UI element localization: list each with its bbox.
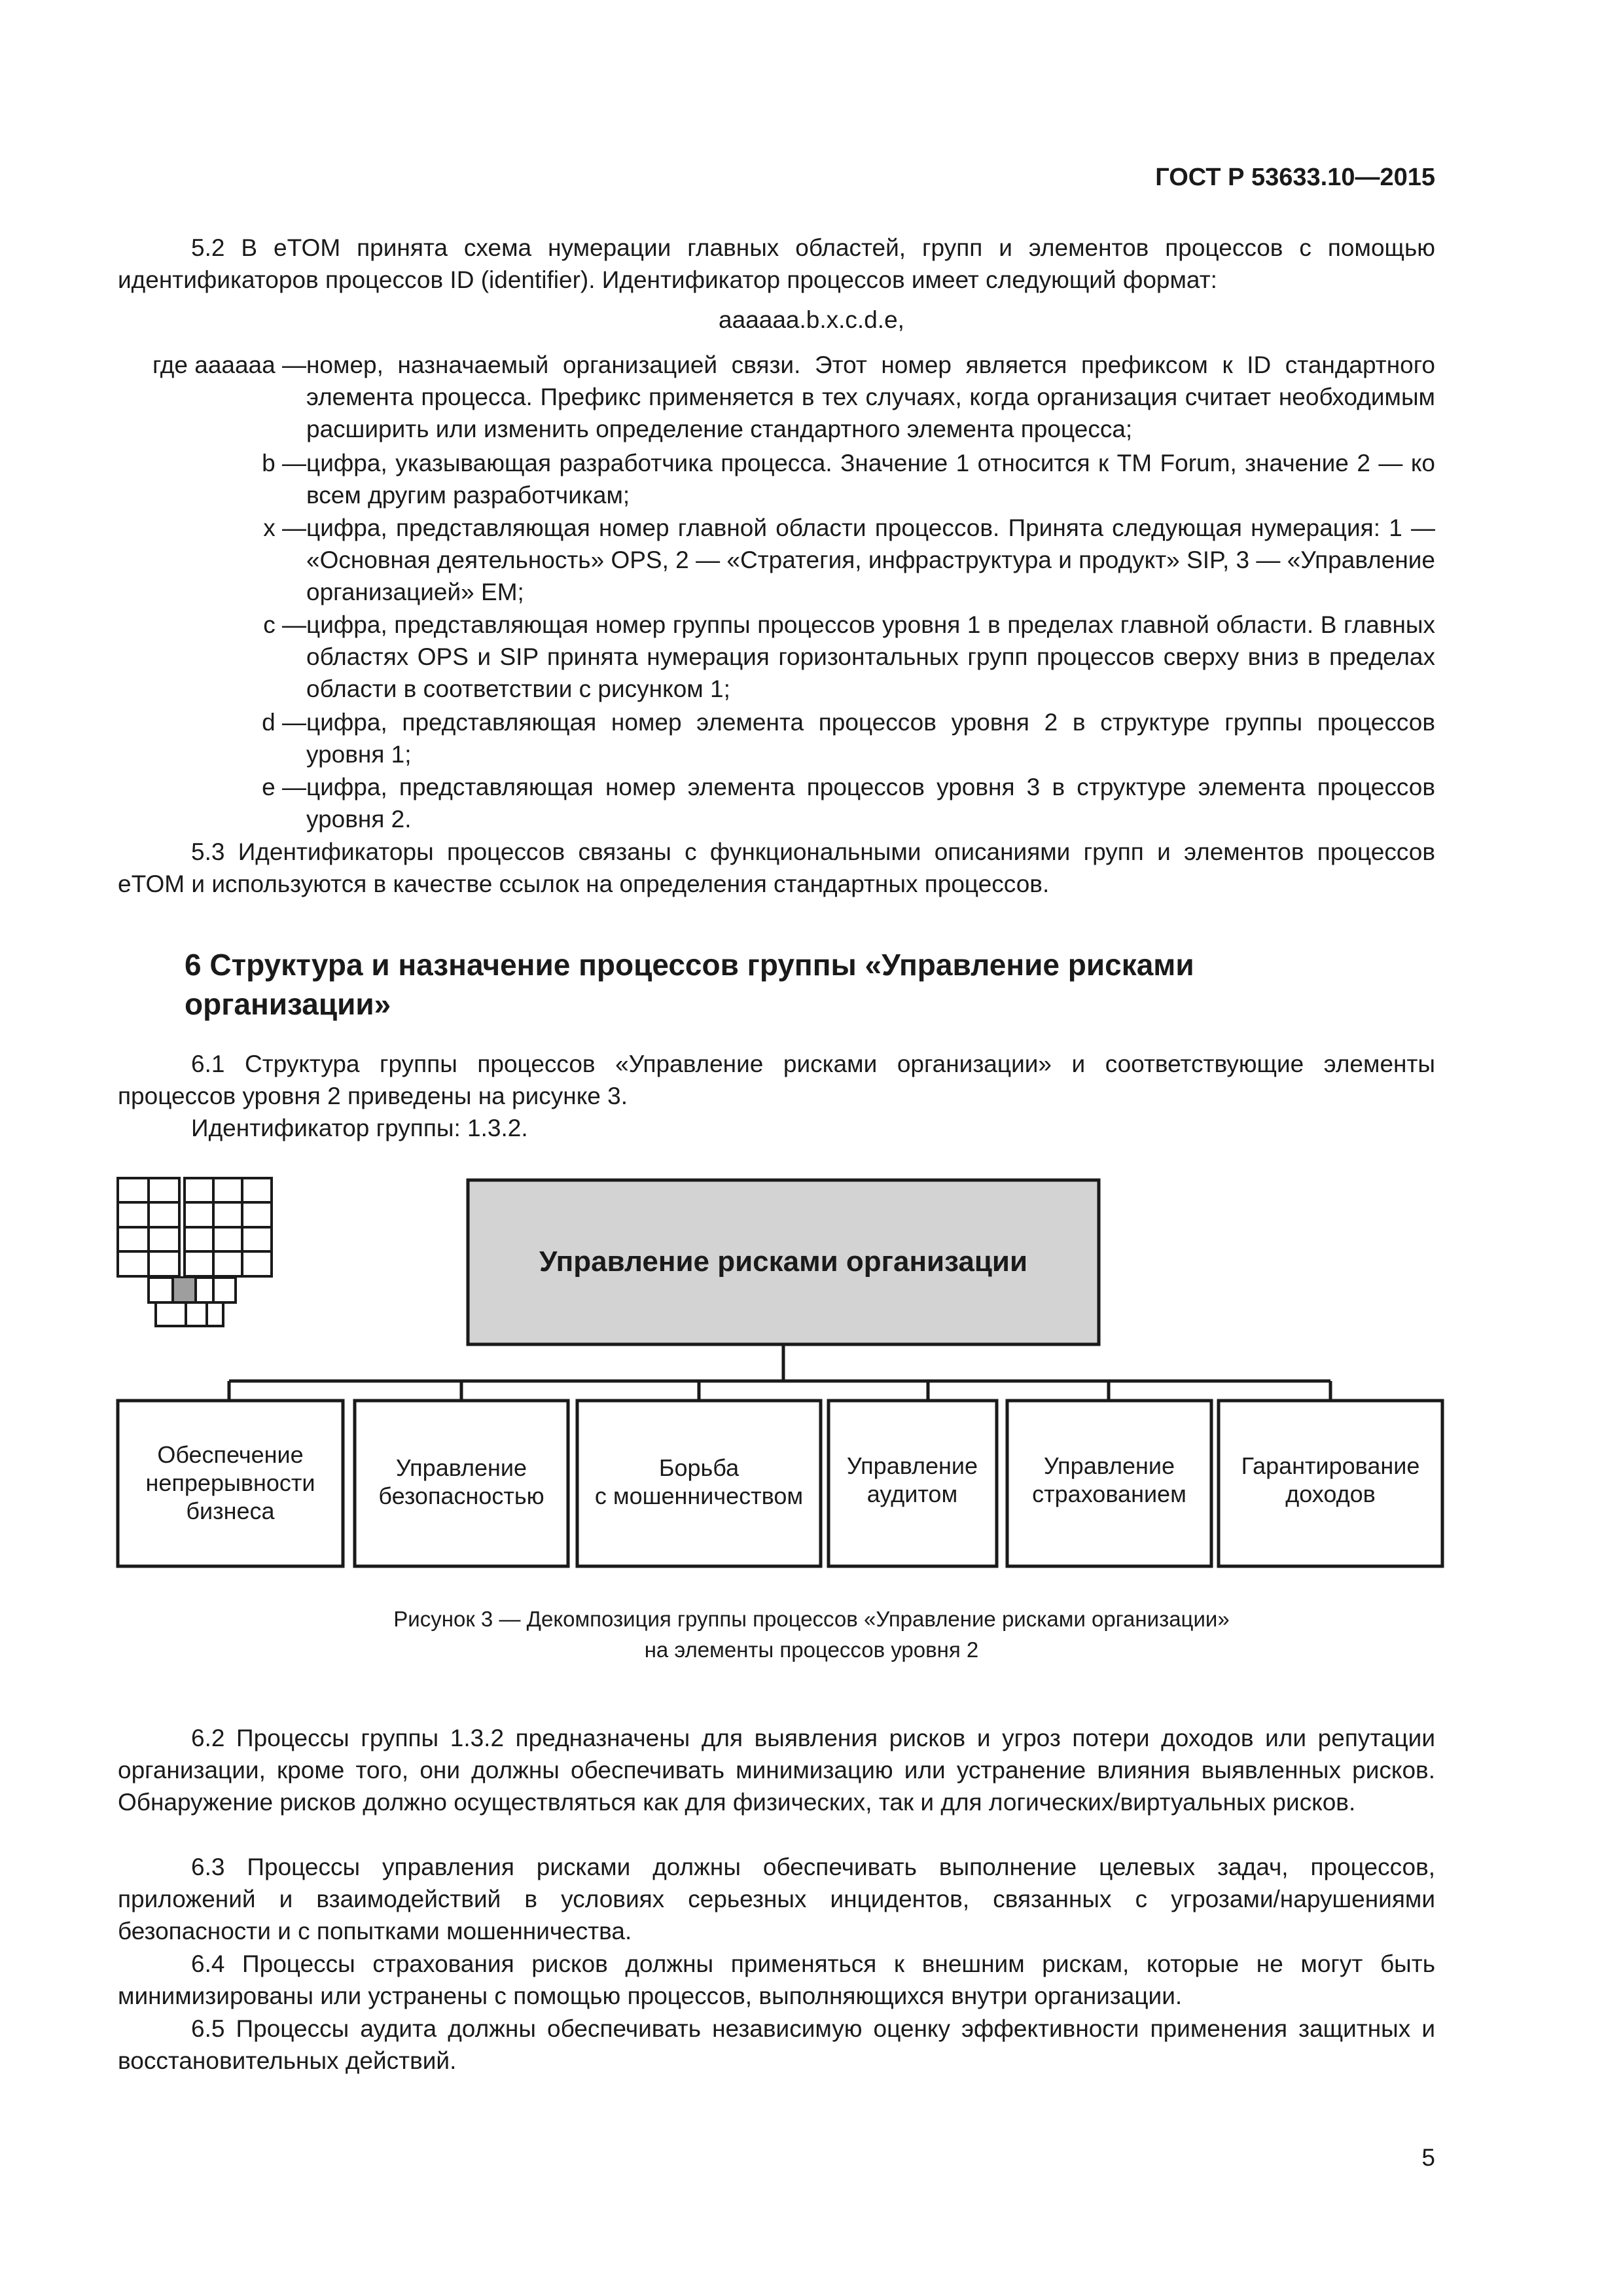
child-label-line: Управление xyxy=(1043,1452,1175,1479)
definition-term: c — xyxy=(263,611,306,638)
definition-term: d — xyxy=(262,709,306,736)
figure-caption xyxy=(0,1604,1623,1665)
definition-desc: цифра, представляющая номер элемента процессов уровня 2 в структуре группы процессов уровня 1; xyxy=(306,709,1435,768)
definition-term: e — xyxy=(262,774,306,800)
etom-thumbnail-icon xyxy=(118,1178,272,1326)
paragraph-5-2-text: 5.2 В eTOM принята схема нумерации главных областей, групп и элементов процессов с помощью идентификаторов процессов ID (identifier). Идентификатор процессов имеет следующий формат: xyxy=(118,234,1435,293)
child-label-line: доходов xyxy=(1285,1480,1376,1507)
section-title-line1: 6 Структура и назначение процессов группы «Управление рисками xyxy=(185,948,1194,982)
page-number: 5 xyxy=(1421,2144,1435,2171)
definition-desc: номер, назначаемый организацией связи. Этот номер является префиксом к ID стандартного элемента процесса. Префикс применяется в тех случаях, когда организация считает необходимым расширить или изменить определение стандартного элемента процесса; xyxy=(306,351,1435,442)
child-label-line: Обеспечение xyxy=(157,1441,304,1468)
figure-caption-line1: Рисунок 3 — Декомпозиция группы процессов «Управление рисками организации» xyxy=(393,1607,1230,1631)
child-label-line: аудитом xyxy=(866,1480,958,1507)
paragraph-6-4-text: 6.4 Процессы страхования рисков должны применяться к внешним рискам, которые не могут быть минимизированы или устранены с помощью процессов, выполняющихся внутри организации. xyxy=(118,1950,1435,2009)
child-label-line: с мошенничеством xyxy=(594,1482,804,1509)
root-box-label: Управление рисками организации xyxy=(539,1246,1028,1278)
child-label-line: Управление xyxy=(395,1454,527,1481)
child-label-line: бизнеса xyxy=(186,1498,275,1524)
definition-desc: цифра, представляющая номер элемента процессов уровня 3 в структуре элемента процессов уровня 2. xyxy=(306,774,1435,833)
child-label-line: Управление xyxy=(846,1452,978,1479)
id-format: aaaaaa.b.x.c.d.e, xyxy=(719,306,904,333)
child-label-line: безопасностью xyxy=(378,1482,544,1509)
paragraph-6-5 xyxy=(118,2013,1435,2077)
paragraph-6-3-text: 6.3 Процессы управления рисками должны обеспечивать выполнение целевых задач, процессов, приложений и взаимодействий в условиях серьезных инцидентов, связанных с угрозами/нарушениями безопасности и с попытками мошенничества. xyxy=(118,1854,1435,1945)
paragraph-6-2-text: 6.2 Процессы группы 1.3.2 предназначены для выявления рисков и угроз потери доходов или репутации организации, кроме того, они должны обеспечивать минимизацию или устранение влияния выявленных рисков. Обнаружение рисков должно осуществляться как для физических, так и для логических/виртуальных рисков. xyxy=(118,1725,1435,1816)
tree-connectors xyxy=(229,1344,1330,1401)
paragraph-6-3 xyxy=(118,1851,1435,1947)
section-title-line2: организации» xyxy=(185,987,391,1021)
paragraph-6-1-text: 6.1 Структура группы процессов «Управление рисками организации» и соответствующие элементы процессов уровня 2 приведены на рисунке 3. xyxy=(118,1050,1435,1109)
definition-term: b — xyxy=(262,450,306,476)
group-identifier-text: Идентификатор группы: 1.3.2. xyxy=(191,1115,528,1141)
definition-desc: цифра, представляющая номер главной области процессов. Принята следующая нумерация: 1 — «Основная деятельность» OPS, 2 — «Стратегия, инфраструктура и продукт» SIP, 3 — «Управление организацией» EM; xyxy=(306,514,1435,605)
document-code: ГОСТ Р 53633.10—2015 xyxy=(1155,164,1435,191)
paragraph-6-2 xyxy=(118,1722,1435,1818)
paragraph-6-5-text: 6.5 Процессы аудита должны обеспечивать независимую оценку эффективности применения защитных и восстановительных действий. xyxy=(118,2015,1435,2074)
child-label-line: Борьба xyxy=(658,1454,740,1481)
child-label-line: страхованием xyxy=(1032,1480,1186,1507)
figure-caption-line2: на элементы процессов уровня 2 xyxy=(644,1638,979,1662)
paragraph-6-4 xyxy=(118,1948,1435,2012)
definition-term: где aaaaaa — xyxy=(152,351,306,378)
child-label-line: непрерывности xyxy=(145,1469,315,1496)
definition-desc: цифра, представляющая номер группы процессов уровня 1 в пределах главной области. В главных областях OPS и SIP принята нумерация горизонтальных групп процессов сверху вниз в пределах области в соответствии с рисунком 1; xyxy=(306,611,1435,702)
child-label-line: Гарантирование xyxy=(1241,1452,1420,1479)
definition-desc: цифра, указывающая разработчика процесса. Значение 1 относится к TM Forum, значение 2 — ко всем другим разработчикам; xyxy=(306,450,1435,509)
paragraph-5-3-text: 5.3 Идентификаторы процессов связаны с функциональными описаниями групп и элементов процессов eTOM и используются в качестве ссылок на определения стандартных процессов. xyxy=(118,838,1435,897)
definition-term: x — xyxy=(263,514,306,541)
